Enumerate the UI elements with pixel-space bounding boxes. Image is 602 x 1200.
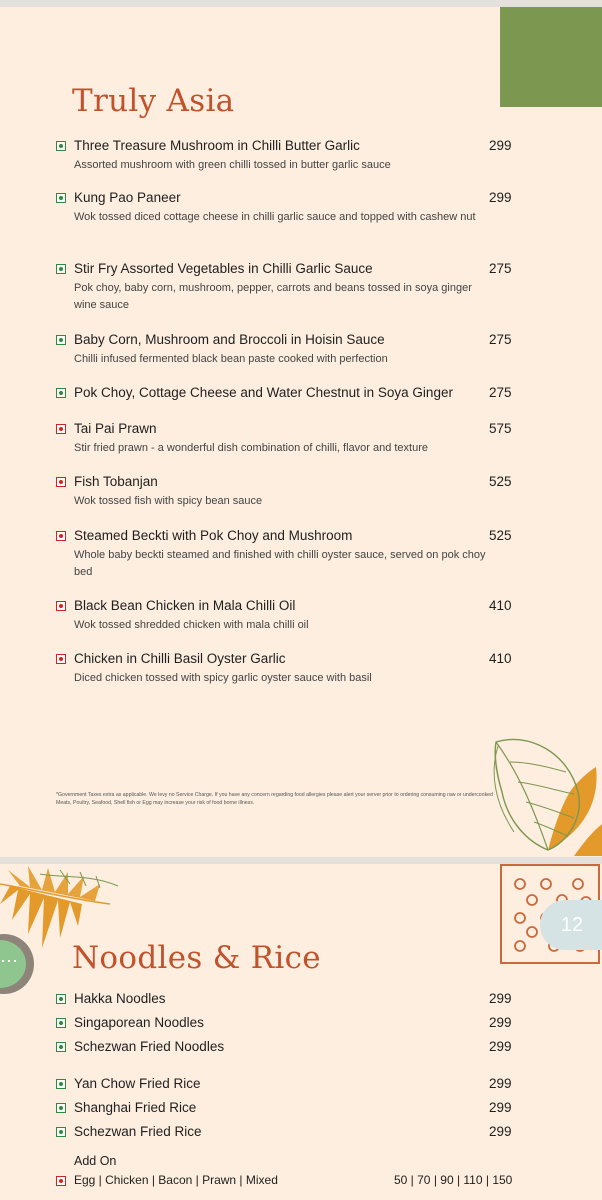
item-price: 299 — [489, 190, 512, 205]
item-price: 525 — [489, 528, 512, 543]
item-description: Stir fried prawn - a wonderful dish combination of chilli, flavor and texture — [74, 442, 429, 454]
veg-icon — [56, 264, 66, 274]
item-price: 299 — [489, 138, 512, 153]
item-name: Shanghai Fried Rice — [74, 1100, 197, 1115]
nonveg-icon — [56, 531, 66, 541]
item-description: Wok tossed diced cottage cheese in chilli garlic sauce and topped with cashew nut — [74, 211, 476, 223]
item-name: Singaporean Noodles — [74, 1015, 204, 1030]
nonveg-icon — [56, 1176, 66, 1186]
addon-options: Egg | Chicken | Bacon | Prawn | Mixed — [74, 1173, 278, 1187]
nonveg-icon — [56, 477, 66, 487]
item-description: Wok tossed shredded chicken with mala chilli oil — [74, 619, 309, 631]
item-name: Three Treasure Mushroom in Chilli Butter Garlic — [74, 138, 360, 153]
more-dots-icon[interactable]: ⋯ — [0, 940, 26, 988]
addon-prices: 50 | 70 | 90 | 110 | 150 — [394, 1173, 513, 1187]
monstera-leaf-icon — [488, 732, 602, 857]
item-price: 525 — [489, 474, 512, 489]
menu-page-noodles-rice — [0, 864, 602, 1200]
item-name: Yan Chow Fried Rice — [74, 1076, 201, 1091]
item-name: Stir Fry Assorted Vegetables in Chilli Garlic Sauce — [74, 261, 373, 276]
item-name: Schezwan Fried Rice — [74, 1124, 202, 1139]
item-price: 410 — [489, 651, 512, 666]
item-name: Tai Pai Prawn — [74, 421, 157, 436]
item-price: 299 — [489, 1039, 512, 1054]
page-number-badge: 12 — [540, 900, 602, 950]
item-price: 299 — [489, 1015, 512, 1030]
item-description: Diced chicken tossed with spicy garlic oyster sauce with basil — [74, 672, 372, 684]
item-name: Pok Choy, Cottage Cheese and Water Chestnut in Soya Ginger — [74, 385, 453, 400]
decorative-green-block — [500, 7, 602, 107]
item-name: Baby Corn, Mushroom and Broccoli in Hoisin Sauce — [74, 332, 385, 347]
veg-icon — [56, 1103, 66, 1113]
item-description: Assorted mushroom with green chilli tossed in butter garlic sauce — [74, 159, 391, 171]
item-description: Whole baby beckti steamed and finished with chilli oyster sauce, served on pok choy bed — [74, 549, 486, 578]
item-description: Pok choy, baby corn, mushroom, pepper, carrots and beans tossed in soya ginger wine sauce — [74, 282, 472, 311]
section-title: Noodles & Rice — [72, 940, 321, 976]
item-name: Steamed Beckti with Pok Choy and Mushroom — [74, 528, 353, 543]
item-price: 299 — [489, 991, 512, 1006]
veg-icon — [56, 141, 66, 151]
veg-icon — [56, 1079, 66, 1089]
item-price: 575 — [489, 421, 512, 436]
item-name: Black Bean Chicken in Mala Chilli Oil — [74, 598, 296, 613]
veg-icon — [56, 193, 66, 203]
veg-icon — [56, 1042, 66, 1052]
addon-label: Add On — [74, 1154, 117, 1168]
item-name: Fish Tobanjan — [74, 474, 158, 489]
item-price: 410 — [489, 598, 512, 613]
veg-icon — [56, 335, 66, 345]
item-name: Kung Pao Paneer — [74, 190, 181, 205]
nonveg-icon — [56, 601, 66, 611]
item-name: Hakka Noodles — [74, 991, 166, 1006]
item-price: 275 — [489, 385, 512, 400]
nonveg-icon — [56, 424, 66, 434]
nonveg-icon — [56, 654, 66, 664]
item-price: 299 — [489, 1076, 512, 1091]
allergy-footnote: *Government Taxes extra as applicable. We levy no Service Charge. If you have any concern regarding food allergies please alert your server prior to ordering consuming raw or undercooked Meats, Poultry, Seafood, Shell fish or Egg may increase your risk of food borne illness. — [56, 792, 493, 806]
veg-icon — [56, 994, 66, 1004]
item-description: Chilli infused fermented black bean paste cooked with perfection — [74, 353, 388, 365]
item-price: 275 — [489, 261, 512, 276]
veg-icon — [56, 388, 66, 398]
veg-icon — [56, 1127, 66, 1137]
item-name: Schezwan Fried Noodles — [74, 1039, 225, 1054]
menu-page-truly-asia — [0, 7, 602, 857]
item-description: Wok tossed fish with spicy bean sauce — [74, 495, 263, 507]
item-price: 299 — [489, 1100, 512, 1115]
item-price: 275 — [489, 332, 512, 347]
section-title: Truly Asia — [72, 83, 235, 119]
item-name: Chicken in Chilli Basil Oyster Garlic — [74, 651, 286, 666]
veg-icon — [56, 1018, 66, 1028]
item-price: 299 — [489, 1124, 512, 1139]
